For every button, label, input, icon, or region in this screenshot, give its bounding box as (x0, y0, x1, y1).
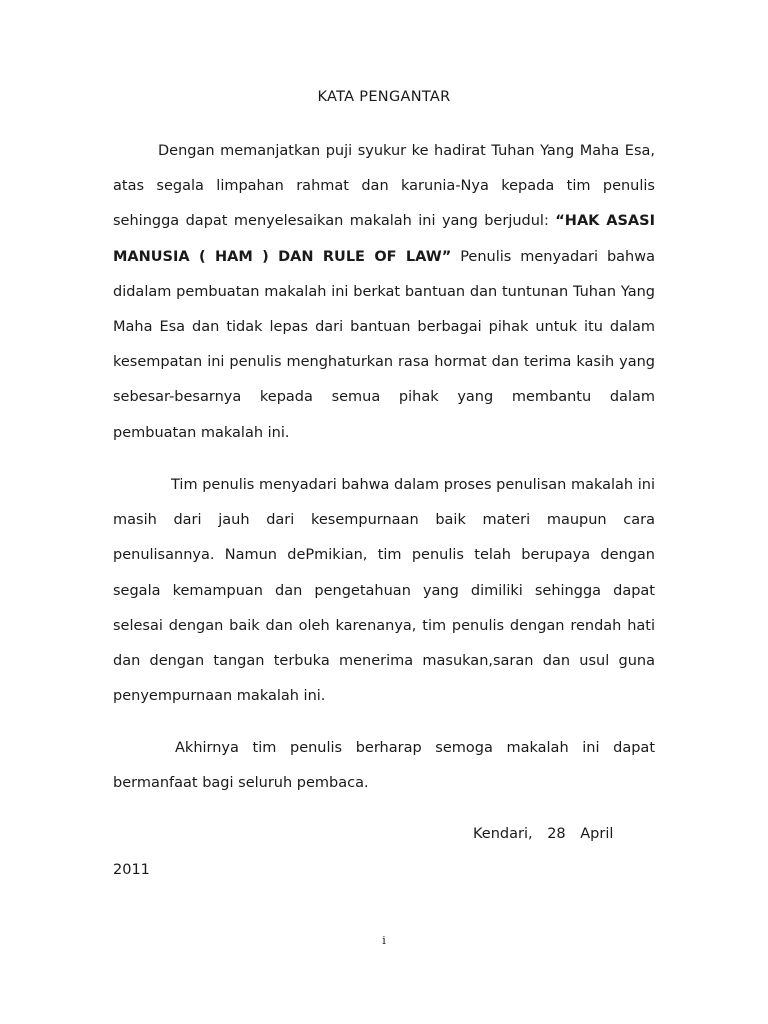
paragraph-opening (113, 134, 655, 451)
paper-title-bold: “HAK ASASI MANUSIA ( HAM ) DAN RULE OF LAW” (113, 213, 655, 265)
paragraph-opening-text-continued: Penulis menyadari bahwa didalam pembuatan makalah ini berkat bantuan dan tuntunan Tuhan Yang Maha Esa dan tidak lepas dari bantuan berbagai pihak untuk itu dalam kesempatan ini penulis menghaturkan rasa hormat dan terima kasih yang sebesar-besarnya kepada semua pihak yang membantu dalam pembuatan makalah ini. (113, 248, 655, 441)
place-date: Kendari, 28 April (473, 826, 614, 842)
page-title: KATA PENGANTAR (317, 89, 451, 105)
paragraph-closing: Akhirnya tim penulis berharap semoga makalah ini dapat bermanfaat bagi seluruh pembaca. (113, 740, 655, 792)
date-year: 2011 (113, 862, 150, 878)
paragraph-opening-text: Dengan memanjatkan puji syukur ke hadirat Tuhan Yang Maha Esa, atas segala limpahan rahmat dan karunia-Nya kepada tim penulis sehingga dapat menyelesaikan makalah ini yang berjudul: (113, 143, 655, 230)
paragraph-acknowledgement: Tim penulis menyadari bahwa dalam proses penulisan makalah ini masih dari jauh dari kesempurnaan baik materi maupun cara penulisannya. Namun dePmikian, tim penulis telah berupaya dengan segala kemampuan dan pengetahuan yang dimiliki sehingga dapat selesai dengan baik dan oleh karenanya, tim penulis dengan rendah hati dan dengan tangan terbuka menerima masukan,saran dan usul guna penyempurnaan makalah ini. (113, 477, 655, 705)
page-number: i (382, 934, 386, 947)
